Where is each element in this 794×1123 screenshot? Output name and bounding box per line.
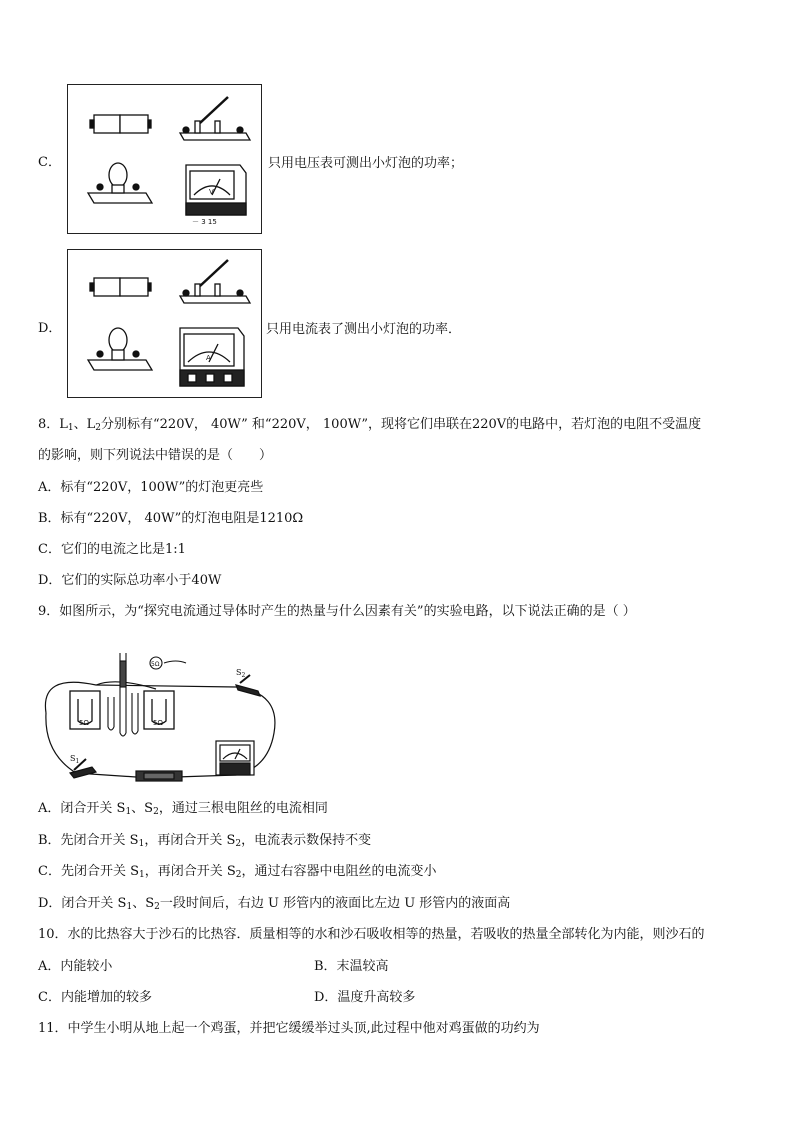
resistor-label-left: 5Ω bbox=[79, 719, 89, 727]
text-part: C．先闭合开关 S bbox=[38, 864, 139, 879]
subscript: 1 bbox=[67, 423, 74, 433]
q9-stem: 9．如图所示，为“探究电流通过导体时产生的热量与什么因素有关”的实验电路，以下说法正确的是（ ） bbox=[38, 604, 636, 619]
bulb-icon bbox=[88, 328, 152, 370]
circuit-components-figure-d bbox=[68, 250, 261, 397]
voltmeter-letter: V bbox=[209, 188, 214, 196]
subscript: 2 bbox=[153, 807, 159, 817]
q8-option-b: B．标有“220V， 40W”的灯泡电阻是1210Ω bbox=[38, 511, 304, 526]
subscript: 2 bbox=[154, 902, 160, 912]
q8-stem-part: 、L bbox=[73, 417, 96, 432]
switch-icon bbox=[180, 97, 250, 140]
ammeter-icon bbox=[180, 328, 244, 386]
q7-option-c-caption: 只用电压表可测出小灯泡的功率； bbox=[268, 156, 464, 171]
text-part: ，再闭合开关 S bbox=[144, 833, 236, 848]
q10-option-c: C．内能增加的较多 bbox=[38, 990, 152, 1005]
q11-stem: 11．中学生小明从地上起一个鸡蛋，并把它缓缓举过头顶,此过程中他对鸡蛋做的功约为 bbox=[38, 1021, 540, 1036]
switch-s1-label: $S_1$ bbox=[70, 754, 80, 765]
q10-option-b: B．末温较高 bbox=[314, 959, 389, 974]
text-part: A．闭合开关 S bbox=[38, 801, 126, 816]
q8-option-d: D．它们的实际总功率小于40W bbox=[38, 573, 222, 588]
q7-option-c-label: C． bbox=[38, 155, 61, 170]
text-part: D．闭合开关 S bbox=[38, 896, 127, 911]
resistor-label-mid: 5Ω bbox=[153, 719, 163, 727]
q7-option-d-label: D． bbox=[38, 321, 62, 336]
switch-s2-icon bbox=[236, 675, 260, 696]
text-part: 、S bbox=[132, 896, 155, 911]
subscript: 2 bbox=[95, 423, 102, 433]
circuit-components-figure-c bbox=[68, 85, 261, 233]
subscript: 2 bbox=[235, 870, 242, 880]
q8-stem-line2: 的影响，则下列说法中错误的是（ ） bbox=[38, 448, 273, 463]
q9-option-b bbox=[38, 832, 371, 853]
q8-stem-part: 8．L bbox=[38, 417, 68, 432]
voltmeter-icon bbox=[186, 165, 246, 215]
ammeter-letter: A bbox=[206, 354, 211, 362]
ammeter-icon bbox=[216, 741, 254, 775]
battery-icon bbox=[90, 278, 151, 296]
switch-s2-label: $S_2$ bbox=[236, 668, 246, 679]
joule-heating-circuit bbox=[36, 633, 281, 785]
q9-option-a bbox=[38, 800, 328, 821]
q10-stem: 10．水的比热容大于沙石的比热容．质量相等的水和沙石吸收相等的热量，若吸收的热量全部转化为内能，则沙石的 bbox=[38, 927, 705, 942]
q7-option-d-caption: 只用电流表了测出小灯泡的功率． bbox=[266, 322, 462, 337]
q7-option-d-figure bbox=[67, 249, 262, 398]
text-part: ，通过右容器中电阻丝的电流变小 bbox=[241, 864, 437, 879]
q9-option-c bbox=[38, 863, 437, 884]
text-part: ，通过三根电阻丝的电流相同 bbox=[158, 801, 328, 816]
text-part: 一段时间后，右边 U 形管内的液面比左边 U 形管内的液面高 bbox=[159, 896, 511, 911]
q8-stem-part: 分别标有“220V， 40W” 和“220V， 100W”，现将它们串联在220V的电路中，若灯泡的电阻不受温度 bbox=[101, 417, 702, 432]
bulb-icon bbox=[88, 163, 152, 203]
battery-icon bbox=[136, 771, 182, 781]
q9-circuit-figure bbox=[36, 633, 281, 785]
subscript: 1 bbox=[126, 902, 133, 912]
q10-option-d: D．温度升高较多 bbox=[314, 990, 416, 1005]
subscript: 1 bbox=[138, 839, 145, 849]
voltmeter-scale: － 3 15 bbox=[192, 218, 217, 226]
switch-icon bbox=[180, 260, 250, 303]
text-part: B．先闭合开关 S bbox=[38, 833, 139, 848]
resistor-label-top: 5Ω bbox=[151, 661, 160, 668]
text-part: 、S bbox=[131, 801, 154, 816]
q8-option-c: C．它们的电流之比是1:1 bbox=[38, 542, 186, 557]
q10-option-a: A．内能较小 bbox=[38, 959, 113, 974]
q7-option-c-figure bbox=[67, 84, 262, 234]
q8-stem-line1 bbox=[38, 416, 701, 437]
u-tube-icon bbox=[132, 693, 138, 734]
subscript: 2 bbox=[235, 839, 242, 849]
battery-icon bbox=[90, 115, 151, 133]
subscript: 1 bbox=[125, 807, 132, 817]
text-part: ，再闭合开关 S bbox=[144, 864, 236, 879]
subscript: 1 bbox=[139, 870, 145, 880]
text-part: ，电流表示数保持不变 bbox=[241, 833, 372, 848]
u-tube-icon bbox=[108, 653, 126, 736]
q9-option-d bbox=[38, 895, 510, 916]
q8-option-a: A．标有“220V，100W”的灯泡更亮些 bbox=[38, 480, 264, 495]
